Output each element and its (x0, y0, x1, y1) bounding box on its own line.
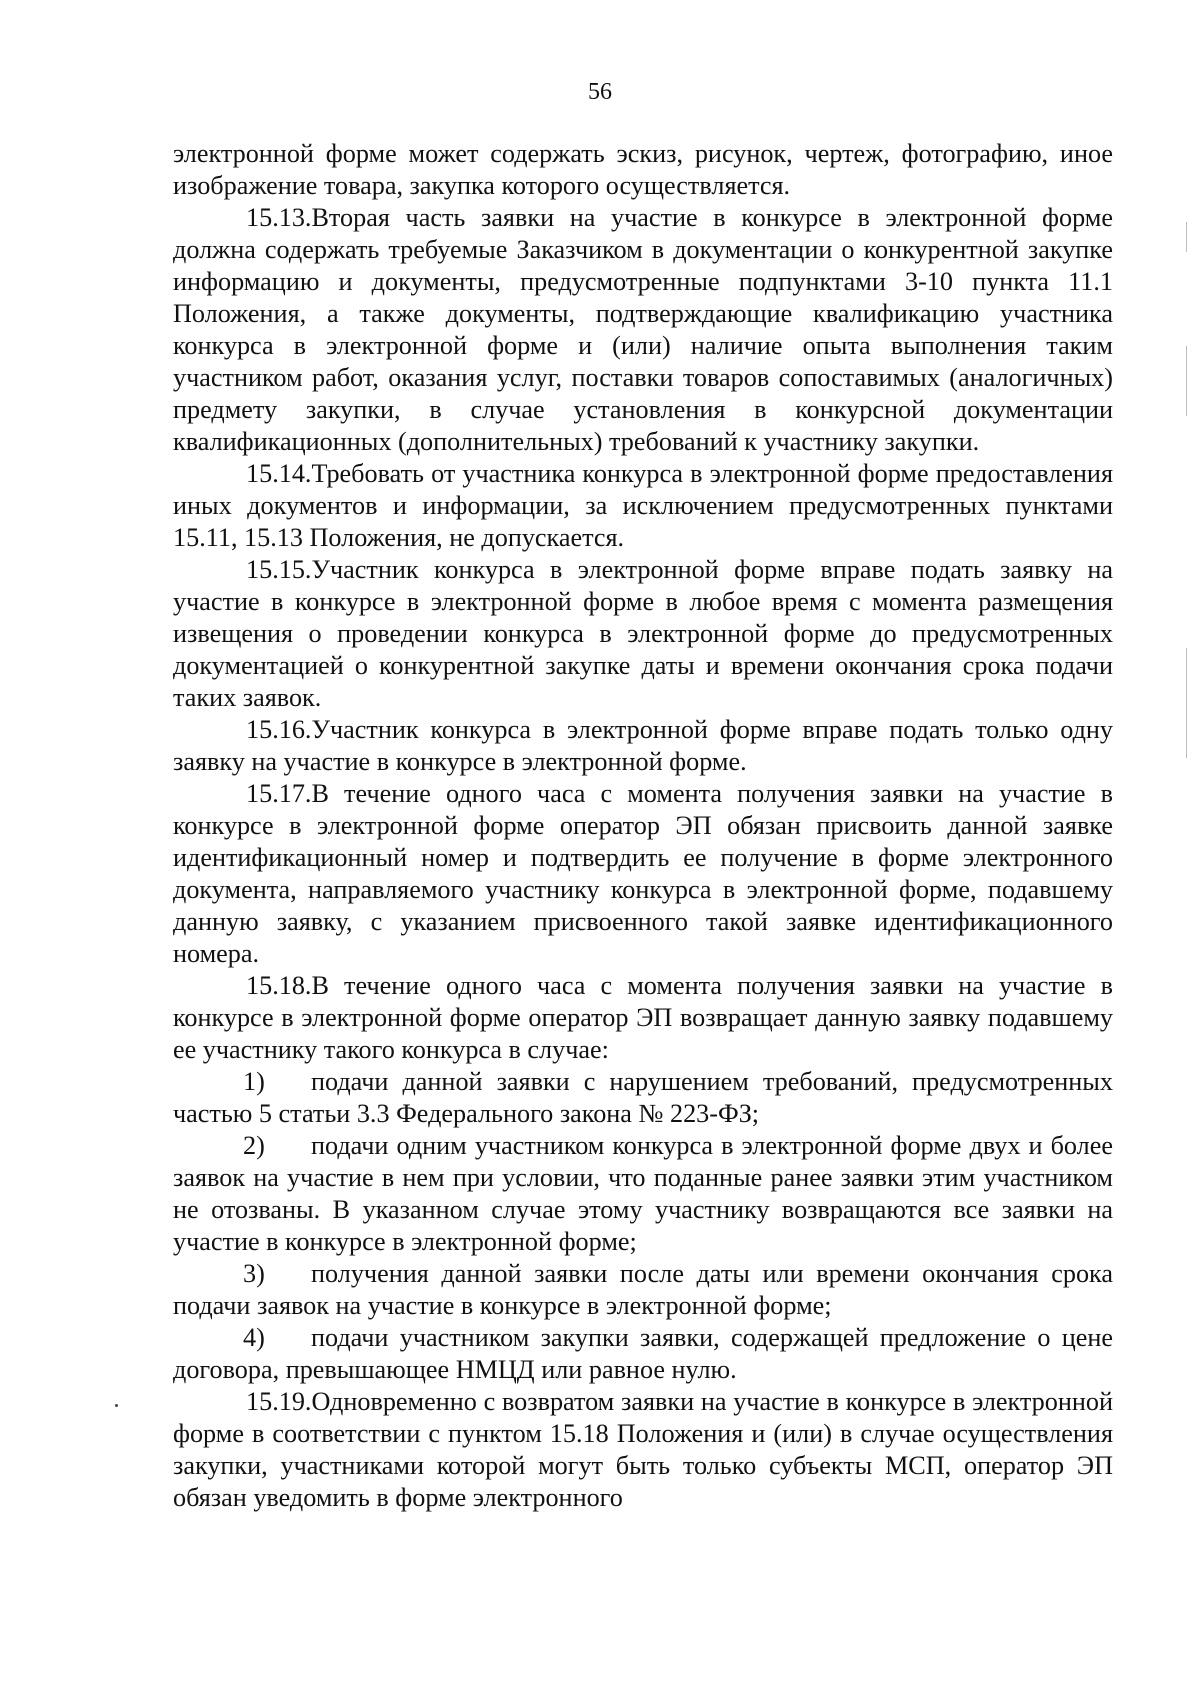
paragraph-continuation: электронной форме может содержать эскиз, рисунок, чертеж, фотографию, иное изображение товара, закупка которого осуществляется. (173, 139, 1113, 200)
paragraph-15-16: 15.16.Участник конкурса в электронной форме вправе подать только одну заявку на участие в конкурсе в электронной форме. (173, 715, 1113, 776)
paragraph-15-19: 15.19.Одновременно с возвратом заявки на участие в конкурсе в электронной форме в соответствии с пунктом 15.18 Положения и (или) в случае осуществления закупки, участниками которой могут быть только субъекты МСП, оператор ЭП обязан уведомить в форме электронного (173, 1387, 1113, 1512)
list-item-number: 4) (243, 1323, 265, 1352)
list-item (173, 1066, 1113, 1130)
scan-artifact-line (1186, 346, 1187, 416)
list-item (173, 1322, 1113, 1386)
list-item (173, 1258, 1113, 1322)
list-item-text: получения данной заявки после даты или времени окончания срока подачи заявок на участие в конкурсе в электронной форме; (173, 1259, 1113, 1320)
scan-artifact-dot (115, 1404, 118, 1407)
return-cases-list (173, 1066, 1113, 1386)
document-body (173, 138, 1113, 1514)
list-item-number: 3) (243, 1259, 265, 1288)
page-number: 56 (588, 79, 612, 105)
paragraph-15-14: 15.14.Требовать от участника конкурса в электронной форме предоставления иных документов и информации, за исключением предусмотренных пунктами 15.11, 15.13 Положения, не допускается. (173, 459, 1113, 552)
list-item-text: подачи данной заявки с нарушением требований, предусмотренных частью 5 статьи 3.3 Федерального закона № 223-ФЗ; (173, 1067, 1113, 1128)
paragraph-15-17: 15.17.В течение одного часа с момента получения заявки на участие в конкурсе в электронной форме оператор ЭП обязан присвоить данной заявке идентификационный номер и подтвердить ее получение в форме электронного документа, направляемого участнику конкурса в электронной форме, подавшему данную заявку, с указанием присвоенного такой заявке идентификационного номера. (173, 779, 1113, 968)
paragraph-15-18: 15.18.В течение одного часа с момента получения заявки на участие в конкурсе в электронной форме оператор ЭП возвращает данную заявку подавшему ее участнику такого конкурса в случае: (173, 971, 1113, 1064)
list-item (173, 1130, 1113, 1258)
list-item-number: 1) (243, 1067, 265, 1096)
scan-artifact-line (1186, 648, 1187, 758)
list-item-number: 2) (243, 1131, 265, 1160)
paragraph-15-13: 15.13.Вторая часть заявки на участие в конкурсе в электронной форме должна содержать требуемые Заказчиком в документации о конкурентной закупке информацию и документы, предусмотренные подпунктами 3-10 пункта 11.1 Положения, а также документы, подтверждающие квалификацию участника конкурса в электронной форме и (или) наличие опыта выполнения таким участником работ, оказания услуг, поставки товаров сопоставимых (аналогичных) предмету закупки, в случае установления в конкурсной документации квалификационных (дополнительных) требований к участнику закупки. (173, 203, 1113, 456)
paragraph-15-15: 15.15.Участник конкурса в электронной форме вправе подать заявку на участие в конкурсе в электронной форме в любое время с момента размещения извещения о проведении конкурса в электронной форме до предусмотренных документацией о конкурентной закупке даты и времени окончания срока подачи таких заявок. (173, 555, 1113, 712)
list-item-text: подачи участником закупки заявки, содержащей предложение о цене договора, превышающее НМЦД или равное нулю. (173, 1323, 1113, 1384)
scan-artifact-line (1186, 222, 1187, 252)
list-item-text: подачи одним участником конкурса в электронной форме двух и более заявок на участие в нем при условии, что поданные ранее заявки этим участником не отозваны. В указанном случае этому участнику возвращаются все заявки на участие в конкурсе в электронной форме; (173, 1131, 1113, 1256)
